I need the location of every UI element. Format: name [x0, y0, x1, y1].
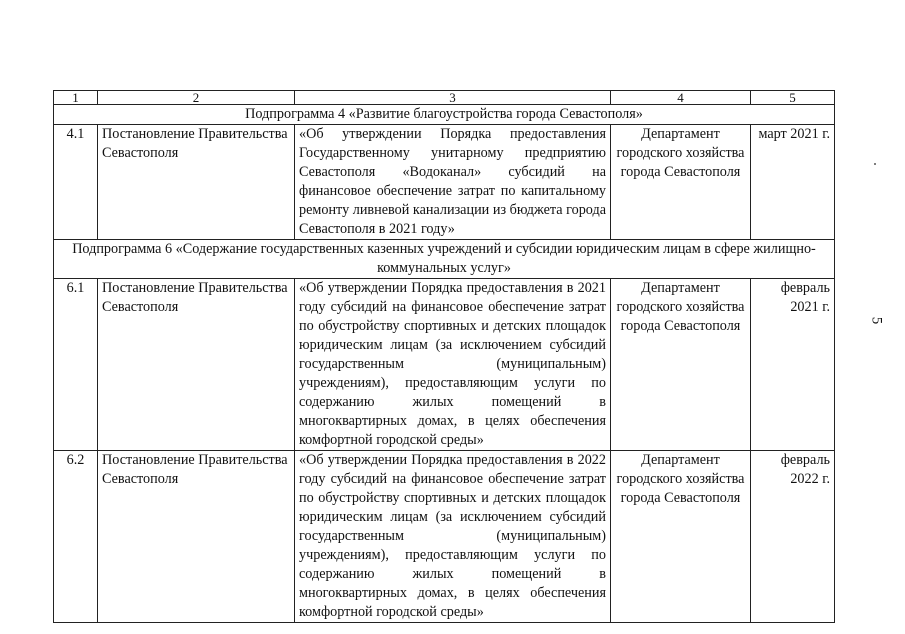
section-row	[54, 105, 835, 125]
section-title: Подпрограмма 4 «Развитие благоустройства города Севастополя»	[54, 105, 835, 125]
header-cell: 3	[295, 91, 611, 105]
header-cell: 2	[98, 91, 295, 105]
row-number: 4.1	[54, 125, 98, 240]
table-row	[54, 451, 835, 623]
row-deadline: февраль 2022 г.	[751, 451, 835, 623]
section-row	[54, 240, 835, 279]
header-cell: 5	[751, 91, 835, 105]
row-doc-type: Постановление Правительства Севастополя	[98, 451, 295, 623]
row-doc-name: «Об утверждении Порядка предоставления в 2022 году субсидий на финансовое обеспечение затрат по обустройству спортивных и детских площадок юридическим лицам (за исключением субсидий государственным (муниципальным) учреждениям), предоставляющим услуги по содержанию жилых помещений в многоквартирных домах, в целях обеспечения комфортной городской среды»	[295, 451, 611, 623]
row-executor: Департамент городского хозяйства города Севастополя	[611, 279, 751, 451]
row-doc-type: Постановление Правительства Севастополя	[98, 125, 295, 240]
row-deadline: февраль 2021 г.	[751, 279, 835, 451]
row-doc-name: «Об утверждении Порядка предоставления в 2021 году субсидий на финансовое обеспечение затрат по обустройству спортивных и детских площадок юридическим лицам (за исключением субсидий государственным (муниципальным) учреждениям), предоставляющим услуги по содержанию жилых помещений в многоквартирных домах, в целях обеспечения комфортной городской среды»	[295, 279, 611, 451]
table-row	[54, 125, 835, 240]
measures-table	[53, 90, 835, 623]
header-cell: 1	[54, 91, 98, 105]
page-number: 5	[868, 316, 885, 325]
row-number: 6.2	[54, 451, 98, 623]
table-row	[54, 279, 835, 451]
row-doc-name: «Об утверждении Порядка предоставления Государственному унитарному предприятию Севастополя «Водоканал» субсидий на финансовое обеспечение затрат по капитальному ремонту ливневой канализации из бюджета города Севастополя в 2021 году»	[295, 125, 611, 240]
section-title: Подпрограмма 6 «Содержание государственных казенных учреждений и субсидии юридическим лицам в сфере жилищно-коммунальных услуг»	[54, 240, 835, 279]
row-executor: Департамент городского хозяйства города Севастополя	[611, 451, 751, 623]
scan-speck	[874, 163, 876, 165]
row-executor: Департамент городского хозяйства города Севастополя	[611, 125, 751, 240]
row-doc-type: Постановление Правительства Севастополя	[98, 279, 295, 451]
row-number: 6.1	[54, 279, 98, 451]
row-deadline: март 2021 г.	[751, 125, 835, 240]
table-header-row	[54, 91, 835, 105]
header-cell: 4	[611, 91, 751, 105]
